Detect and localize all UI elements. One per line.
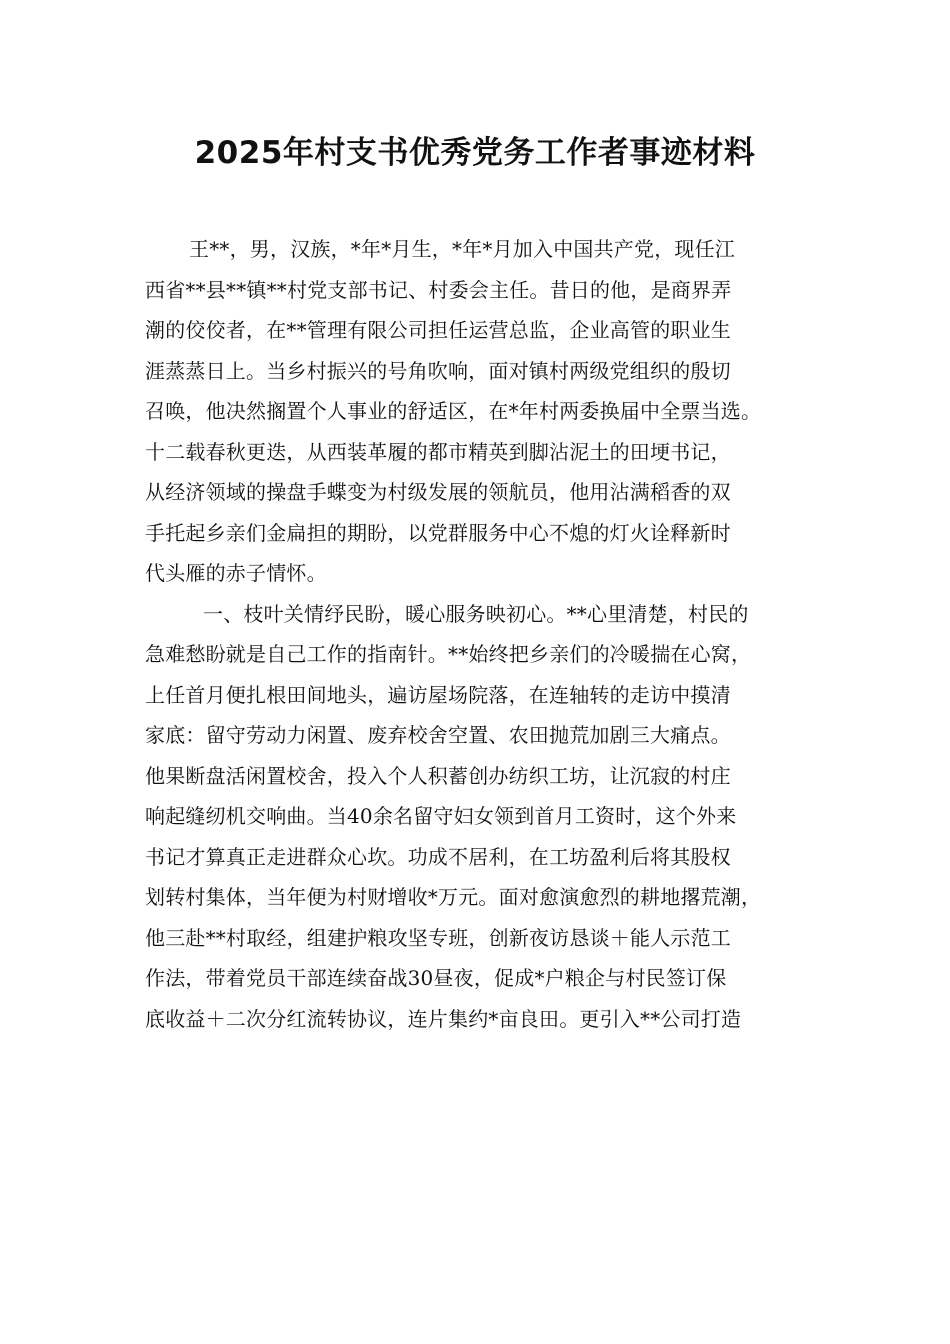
text-line: 一、枝叶关情纾民盼，暖心服务映初心。**心里清楚，村民的 bbox=[203, 601, 749, 626]
text-line: 十二载春秋更迭，从西装革履的都市精英到脚沾泥土的田埂书记， bbox=[145, 439, 731, 464]
text-line: 召唤，他决然搁置个人事业的舒适区，在*年村两委换届中全票当选。 bbox=[145, 399, 762, 423]
text-line: 手托起乡亲们金扁担的期盼，以党群服务中心不熄的灯火诠释新时 bbox=[145, 520, 731, 545]
document-title: 2025年村支书优秀党务工作者事迹材料 bbox=[194, 135, 756, 171]
text-line: 西省**县**镇**村党支部书记、村委会主任。昔日的他，是商界弄 bbox=[145, 277, 732, 302]
text-line: 书记才算真正走进群众心坎。功成不居利，在工坊盈利后将其股权 bbox=[145, 844, 731, 869]
text-line: 底收益＋二次分红流转协议，连片集约*亩良田。更引入**公司打造 bbox=[145, 1006, 742, 1031]
text-line: 他三赴**村取经，组建护粮攻坚专班，创新夜访恳谈＋能人示范工 bbox=[145, 925, 731, 950]
text-line: 他果断盘活闲置校舍，投入个人积蓄创办纺织工坊，让沉寂的村庄 bbox=[145, 763, 731, 788]
text-line: 王**，男，汉族，*年*月生，*年*月加入中国共产党，现任江 bbox=[189, 237, 735, 261]
text-line: 响起缝纫机交响曲。当40余名留守妇女领到首月工资时，这个外来 bbox=[145, 804, 737, 828]
paragraph-1 bbox=[145, 229, 810, 594]
text-line: 潮的佼佼者，在**管理有限公司担任运营总监，企业高管的职业生 bbox=[145, 318, 731, 342]
text-line: 从经济领域的操盘手蝶变为村级发展的领航员，他用沾满稻香的双 bbox=[145, 480, 731, 504]
text-line: 急难愁盼就是自己工作的指南针。**始终把乡亲们的冷暖揣在心窝， bbox=[145, 642, 752, 666]
document-body bbox=[145, 229, 810, 1039]
paragraph-2 bbox=[145, 594, 810, 1040]
text-line: 上任首月便扎根田间地头，遍访屋场院落，在连轴转的走访中摸清 bbox=[145, 682, 731, 707]
text-line: 涯蒸蒸日上。当乡村振兴的号角吹响，面对镇村两级党组织的殷切 bbox=[145, 358, 731, 383]
text-line: 作法，带着党员干部连续奋战30昼夜，促成*户粮企与村民签订保 bbox=[145, 966, 727, 990]
text-line: 划转村集体，当年便为村财增收*万元。面对愈演愈烈的耕地撂荒潮， bbox=[145, 885, 762, 909]
text-line: 家底：留守劳动力闲置、废弃校舍空置、农田抛荒加剧三大痛点。 bbox=[145, 723, 731, 747]
text-line: 代头雁的赤子情怀。 bbox=[145, 561, 327, 585]
